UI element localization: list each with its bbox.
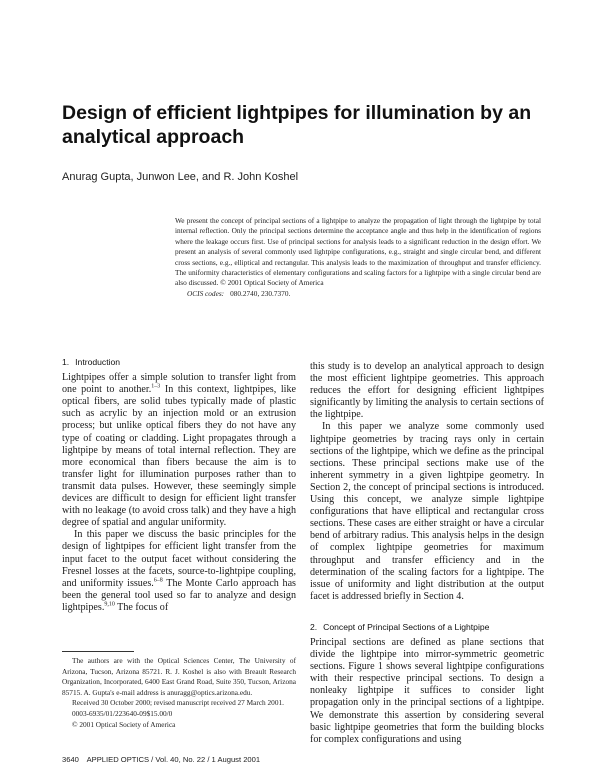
page-footer xyxy=(62,755,542,764)
section-heading-principal-sections xyxy=(310,621,544,633)
ocis-codes xyxy=(175,289,541,299)
body-text: The focus of xyxy=(114,601,169,613)
journal-info: APPLIED OPTICS / Vol. 40, No. 22 / 1 August 2001 xyxy=(86,755,261,764)
body-text: Lightpipes offer a simple solution to transfer light from one point to another. xyxy=(62,372,296,396)
intro-paragraph-3: this study is to develop an analytical approach to design the most efficient lightpipe geometries. This approach reduces the effort for designing efficient lightpipes significantly by limiting the analysis to certain sections of the lightpipe. xyxy=(310,361,544,421)
right-column xyxy=(310,361,544,746)
intro-paragraph-1 xyxy=(62,372,296,529)
citation-ref: 1–3 xyxy=(151,383,161,390)
paper-title: Design of efficient lightpipes for illumination by an analytical approach xyxy=(62,102,532,148)
footnote-received: Received 30 October 2000; revised manuscript received 27 March 2001. xyxy=(72,698,284,708)
section-heading-introduction xyxy=(62,356,296,368)
author-list: Anurag Gupta, Junwon Lee, and R. John Koshel xyxy=(62,171,299,183)
footnote-copyright: © 2001 Optical Society of America xyxy=(72,719,176,729)
footnote-affiliation: The authors are with the Optical Sciences Center, The University of Arizona, Tucson, Arizona 85721. R. J. Koshel is also with Breault Research Organization, Incorporated, 6400 East Grand Road, Suite 350, Tucson, Arizona 85715. A. Gupta's e-mail address is anuragg@optics.arizona.edu. xyxy=(62,656,296,697)
intro-paragraph-4: In this paper we analyze some commonly used lightpipe geometries by tracing rays only in certain sections of the lightpipe, which we define as the principal sections. These principal sections make use of the inherent symmetry in a given lightpipe geometry. In Section 2, the concept of principal sections is introduced. Using this concept, we analyze simple lightpipe configurations that have elliptical and rectangular cross sections. These cases are either straight or have a circular bend of arbitrary radius. This analysis helps in the design of complex lightpipe geometries for maximum throughput and transfer efficiency and in the determination of the scaling factors for a lightpipe. The issue of uniformity and light distribution at the output facet is addressed briefly in Section 4. xyxy=(310,421,544,602)
section-title: Introduction xyxy=(75,357,121,367)
section-number: 2. xyxy=(310,621,318,632)
ocis-values: 080.2740, 230.7370. xyxy=(230,288,291,298)
section-title: Concept of Principal Sections of a Lightpipe xyxy=(323,621,490,632)
abstract xyxy=(175,216,541,299)
body-text: The Monte Carlo approach has been the general tool used so far to analyze and design lightpipes. xyxy=(62,577,296,613)
footnote-rule xyxy=(62,651,134,652)
intro-paragraph-2 xyxy=(62,529,296,614)
ocis-label: OCIS codes: xyxy=(187,288,225,298)
abstract-text: We present the concept of principal sections of a lightpipe to analyze the propagation of light through the lightpipe by total internal reflection. Only the principal sections determine the acceptance angle and thus help in the identification of regions where the leakage occurs first. Use of principal sections for analysis leads to a significant reduction in the design effort. We present an analysis of several commonly used lightpipe configurations, e.g., straight and single circular bend, and different cross sections, e.g., elliptical and rectangular. This analysis leads to the maximization of throughput and transfer efficiency. The uniformity characteristics of elementary configurations and scaling factors for a lightpipe with a single circular bend are also discussed. © 2001 Optical Society of America xyxy=(175,216,541,288)
section-number: 1. xyxy=(62,357,70,367)
citation-ref: 6–8 xyxy=(153,577,163,584)
footnote xyxy=(62,656,296,730)
footnote-code: 0003-6935/01/223640-09$15.00/0 xyxy=(72,708,173,718)
body-text: In this paper we discuss the basic principles for the design of lightpipes for efficient light transfer from the input facet to the output facet without considering the Fresnel losses at the facets, source-to-lightpipe coupling, and uniformity issues. xyxy=(62,529,296,589)
citation-ref: 9,10 xyxy=(104,601,115,608)
body-text: In this context, lightpipes, like optical fibers, are solid tubes typically made of plastic such as acrylic by an injection mold or an extrusion process; but unlike optical fibers they do not have any type of coating or cladding. Light propagates through a lightpipe by means of total internal reflection. They are more economical than fibers because the aim is to transfer light for illumination purposes rather than to transmit data pulses. However, these seemingly simple devices are difficult to design for efficient light transfer with no leakage (to avoid cross talk) and they have a high degree of spatial and angular uniformity. xyxy=(62,384,296,529)
page-number: 3640 xyxy=(62,755,79,764)
principal-paragraph-1: Principal sections are defined as plane sections that divide the lightpipe into mirror-symmetric geometric sections. Figure 1 shows several lightpipe configurations with their respective principal sections. To design a nonleaky lightpipe it suffices to consider light propagation only in the principal sections of a lightpipe. We demonstrate this assertion by considering several basic lightpipe geometries that form the building blocks for complex configurations and using xyxy=(310,636,544,745)
left-column xyxy=(62,356,296,614)
